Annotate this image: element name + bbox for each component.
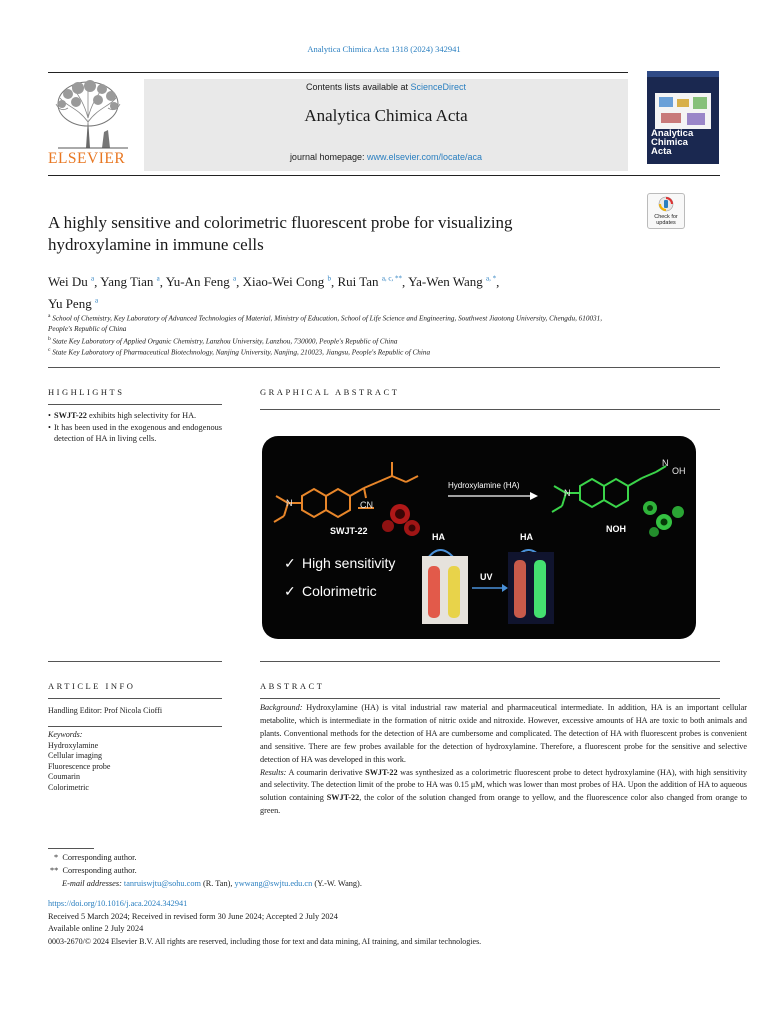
elsevier-tree-logo	[48, 78, 128, 150]
feature-check-icon: ✓	[284, 583, 296, 599]
abstract-heading: ABSTRACT	[260, 681, 325, 691]
cover-title	[651, 129, 693, 156]
check-for-updates-button[interactable]	[647, 193, 685, 229]
email-link-wang[interactable]: ywwang@swjtu.edu.cn	[234, 879, 313, 888]
highlight-item: • It has been used in the exogenous and endogenous detection of HA in living cells.	[48, 422, 222, 444]
uv-label: UV	[480, 572, 493, 582]
author[interactable]: Yu Peng $^a$	[48, 295, 99, 311]
keyword[interactable]: Hydroxylamine	[48, 740, 99, 750]
product-oh-label: OH	[672, 466, 686, 476]
keyword[interactable]: Cellular imaging	[48, 751, 102, 760]
copyright: 0003-2670/© 2024 Elsevier B.V. All rights are reserved, including those for text and data mining, AI training, and similar technologies.	[48, 937, 482, 946]
journal-homepage	[144, 152, 628, 162]
reaction-arrow-head	[530, 492, 538, 500]
red-cells	[382, 504, 420, 536]
contents-prefix: Contents lists available at	[305, 82, 411, 92]
cover-stripe	[647, 71, 719, 77]
header-rule-bottom	[48, 175, 720, 176]
uv-arrow-head	[502, 584, 508, 592]
sciencedirect-link[interactable]: ScienceDirect	[410, 82, 467, 92]
homepage-prefix: journal homepage:	[289, 152, 367, 162]
homepage-link[interactable]: www.elsevier.com/locate/aca	[367, 152, 483, 162]
author[interactable]: Yang Tian $^a$	[100, 274, 160, 290]
journal-cover[interactable]	[647, 71, 719, 164]
keywords-label: Keywords:	[48, 730, 83, 739]
feature-colorimetric: Colorimetric	[302, 583, 377, 599]
author-affiliation-mark[interactable]: b	[327, 275, 331, 283]
affiliation-a: $^a$ School of Chemistry, Key Laboratory of Advanced Technologies of Material, Ministry of Education, School of Life Science and Engineering, Southwest Jiaotong University, Chengdu, 610031, People's Republic of China	[48, 313, 603, 333]
available-online: Available online 2 July 2024	[48, 924, 144, 933]
footnote-rule	[48, 848, 94, 849]
affiliation-c: $^c$ State Key Laboratory of Pharmaceutical Biotechnology, Nanjing University, Nanjing, 210023, Jiangsu, People's Republic of China	[48, 347, 431, 357]
highlight-item: • SWJT-22 exhibits high selectivity for HA.	[48, 410, 222, 421]
email-link-tan[interactable]: tanruiswjtu@sohu.com	[123, 879, 201, 888]
article-info-rule-2	[48, 726, 222, 727]
header-rule-top	[48, 72, 628, 73]
graphical-abstract-heading: GRAPHICAL ABSTRACT	[260, 387, 400, 397]
abstract-background: Background: Hydroxylamine (HA) is vital industrial raw material and pharmaceutical intermediate. In addition, HA is an important cellular metabolite, which is intermediate in the formation of nitric oxide and nitroxide. However, excessive amounts of HA are toxic to both animals and plants. Conventional methods for the detection of HA are cumbersome and complicated. The detection of HA with fluorescent probes is convenient and sensitive. There are few probes available for the detection of hydroxylamine. Therefore, a fluorescent probe for the sensitive and selective detection of HA was developed in this work.	[260, 703, 747, 764]
product-n-label: N	[662, 458, 669, 468]
probe-n-label: N	[286, 498, 293, 508]
product-n-amine-label: N	[564, 488, 571, 498]
keyword[interactable]: Colorimetric	[48, 782, 89, 792]
running-head[interactable]: Analytica Chimica Acta 1318 (2024) 342941	[307, 44, 461, 54]
tube-orange	[428, 566, 440, 618]
author[interactable]: Yu-An Feng $^a$	[165, 274, 237, 290]
tube-green-fluorescence	[534, 560, 546, 618]
author-affiliation-mark[interactable]: a	[156, 275, 160, 283]
ha-label-left: HA	[432, 532, 445, 542]
tube-yellow	[448, 566, 460, 618]
section-rule	[48, 367, 720, 368]
author[interactable]: Xiao-Wei Cong $^b$	[242, 274, 331, 290]
abstract-rule	[260, 698, 720, 699]
reaction-arrow-label: Hydroxylamine (HA)	[448, 481, 520, 490]
ha-label-right: HA	[520, 532, 533, 542]
feature-sensitivity: High sensitivity	[302, 555, 396, 571]
contents-line	[144, 82, 628, 92]
cover-title-line: Analytica	[651, 128, 694, 139]
elsevier-wordmark: ELSEVIER	[48, 150, 126, 167]
keyword[interactable]: Coumarin	[48, 772, 80, 781]
product-label: NOH	[606, 524, 626, 534]
received-dates: Received 5 March 2024; Received in revised form 30 June 2024; Accepted 2 July 2024	[48, 912, 338, 921]
affiliation-b: $^b$ State Key Laboratory of Applied Organic Chemistry, Lanzhou University, Lanzhou, 730000, People's Republic of China	[48, 336, 398, 346]
keywords-block	[48, 730, 222, 793]
keyword[interactable]: Fluorescence probe	[48, 761, 111, 771]
cover-figure	[655, 93, 711, 129]
cover-title-line: Acta	[651, 146, 672, 157]
ga-bottom-rule	[260, 661, 720, 662]
graphical-abstract-rule	[260, 409, 720, 410]
graphical-abstract-image[interactable]	[262, 436, 696, 639]
article-title: A highly sensitive and colorimetric fluorescent probe for visualizing hydroxylamine in immune cells	[48, 213, 513, 254]
check-updates-label: Check for updates	[654, 214, 678, 226]
tube-orange-fluorescence	[514, 560, 526, 618]
email-addresses: E-mail addresses: tanruiswjtu@sohu.com (R. Tan), ywwang@swjtu.edu.cn (Y.-W. Wang).	[62, 879, 362, 888]
doi-link[interactable]: https://doi.org/10.1016/j.aca.2024.342941	[48, 899, 188, 908]
handling-editor: Handling Editor: Prof Nicola Cioffi	[48, 706, 163, 715]
author-list: Wei Du $^a$, Yang Tian $^a$, Yu-An Feng $^a$, Xiao-Wei Cong $^b$, Rui Tan $^{a, c, **}$, Ya-Wen Wang $^{a, *}$, Yu Peng $^a$	[48, 274, 500, 311]
feature-check-icon: ✓	[284, 555, 296, 571]
cover-title-line: Chimica	[651, 137, 688, 148]
highlights-list	[48, 410, 222, 446]
author[interactable]: Rui Tan $^{a, c, **}$	[337, 274, 403, 290]
abstract-body	[260, 702, 747, 818]
probe-label: SWJT-22	[330, 526, 368, 536]
probe-cn-label: CN	[360, 500, 373, 510]
corresponding-author-1: * Corresponding author.	[54, 853, 137, 862]
article-info-rule	[48, 698, 222, 699]
author-affiliation-mark[interactable]: a, *	[486, 275, 497, 283]
author-affiliation-mark[interactable]: a, c, **	[381, 275, 403, 283]
highlights-rule	[48, 404, 222, 405]
article-info-heading: ARTICLE INFO	[48, 681, 136, 691]
highlights-heading: HIGHLIGHTS	[48, 387, 125, 397]
author[interactable]: Wei Du $^a$	[48, 274, 95, 290]
author-affiliation-mark[interactable]: a	[91, 275, 95, 283]
author[interactable]: Ya-Wen Wang $^{a, *}$	[408, 274, 497, 290]
highlights-bottom-rule	[48, 661, 222, 662]
graphical-abstract-svg	[262, 436, 696, 639]
author-affiliation-mark[interactable]: a	[232, 275, 237, 283]
abstract-results: Results: A coumarin derivative SWJT-22 was synthesized as a colorimetric fluorescent probe to detect hydroxylamine (HA), with high sensitivity and selectivity. The detection limit of the probe to HA was 0.15 μM, which was lower than most probes of HA. Upon the addition of HA to aqueous solution containing SWJT-22, the color of the solution changed from orange to yellow, and the fluorescence color also changed from orange to green.	[260, 767, 747, 816]
check-updates-icon	[658, 196, 674, 212]
corresponding-author-2: ** Corresponding author.	[50, 866, 137, 875]
author-affiliation-mark[interactable]: a	[94, 296, 99, 305]
journal-title: Analytica Chimica Acta	[304, 106, 468, 125]
green-cells	[643, 501, 684, 537]
